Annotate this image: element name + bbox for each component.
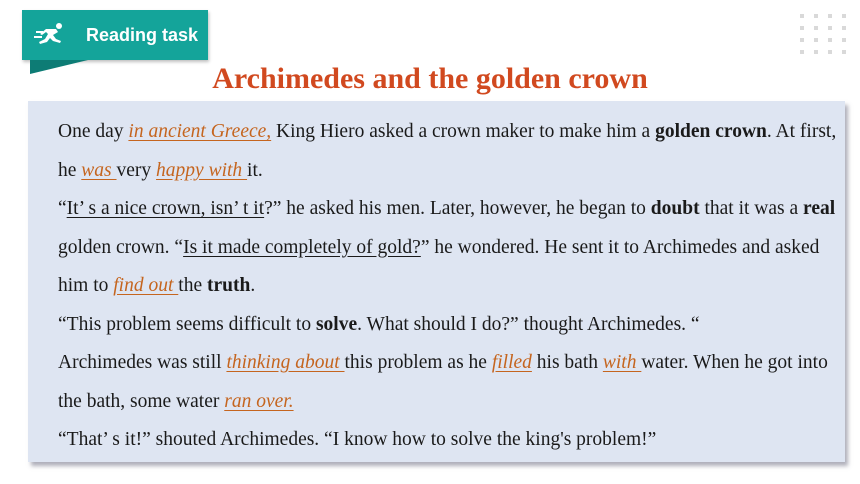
- keyword: truth: [206, 275, 251, 296]
- text: . At first, he: [58, 121, 837, 181]
- reading-task-banner: [22, 10, 208, 60]
- answer-blank: find out: [113, 275, 179, 296]
- keyword: crown: [715, 121, 767, 142]
- text: ” he wondered. He sent it to Archimedes and asked him to: [58, 236, 820, 296]
- answer-blank: happy with: [156, 159, 248, 181]
- paragraph-5: [36, 421, 842, 460]
- keyword: doubt: [650, 198, 700, 219]
- banner-label: Reading task: [86, 25, 199, 45]
- answer-blank: was: [81, 159, 117, 181]
- answer-blank: ran over.: [224, 390, 294, 412]
- answer-blank: thinking about: [226, 352, 345, 373]
- text: “That’ s it!” shouted Archimedes. “I know how to solve the king's problem!”: [58, 429, 657, 450]
- passage-text: [36, 113, 842, 460]
- text: very: [116, 159, 157, 181]
- answer-blank: filled: [491, 352, 532, 373]
- text: his bath: [531, 352, 603, 373]
- keyword: solve: [315, 313, 358, 335]
- passage-panel: [28, 101, 845, 462]
- paragraph-4: [36, 344, 842, 421]
- text: “: [58, 198, 67, 219]
- text: the: [178, 275, 207, 296]
- text: it.: [247, 159, 263, 181]
- text: King Hiero asked a crown maker to make him a: [271, 121, 656, 142]
- text: Archimedes was still: [58, 352, 227, 373]
- text: golden crown. “: [58, 236, 184, 258]
- page-title: Archimedes and the golden crown: [212, 62, 648, 95]
- underlined-quote: It’ s a nice crown, isn’ t it: [66, 198, 265, 219]
- text: ?” he asked his men. Later, however, he began to: [264, 198, 651, 219]
- underlined-quote: Is it made completely of gold?: [183, 236, 421, 258]
- text: water. When he got into the bath, some water: [58, 352, 828, 412]
- text: . What should I do?” thought Archimedes. “: [357, 313, 700, 335]
- text: One day: [58, 121, 129, 142]
- text: this problem as he: [344, 352, 492, 373]
- keyword: golden: [655, 121, 711, 142]
- paragraph-3: [36, 306, 842, 345]
- answer-blank: in ancient Greece,: [128, 121, 272, 142]
- answer-blank: with: [602, 352, 642, 373]
- text: .: [250, 275, 256, 296]
- dot-grid-decoration: [800, 14, 846, 54]
- paragraph-1: [36, 113, 842, 190]
- keyword: real: [803, 198, 836, 219]
- paragraph-2: [36, 190, 842, 306]
- text: “This problem seems difficult to: [58, 313, 316, 335]
- text: that it was a: [699, 198, 804, 219]
- runner-icon: [34, 22, 66, 48]
